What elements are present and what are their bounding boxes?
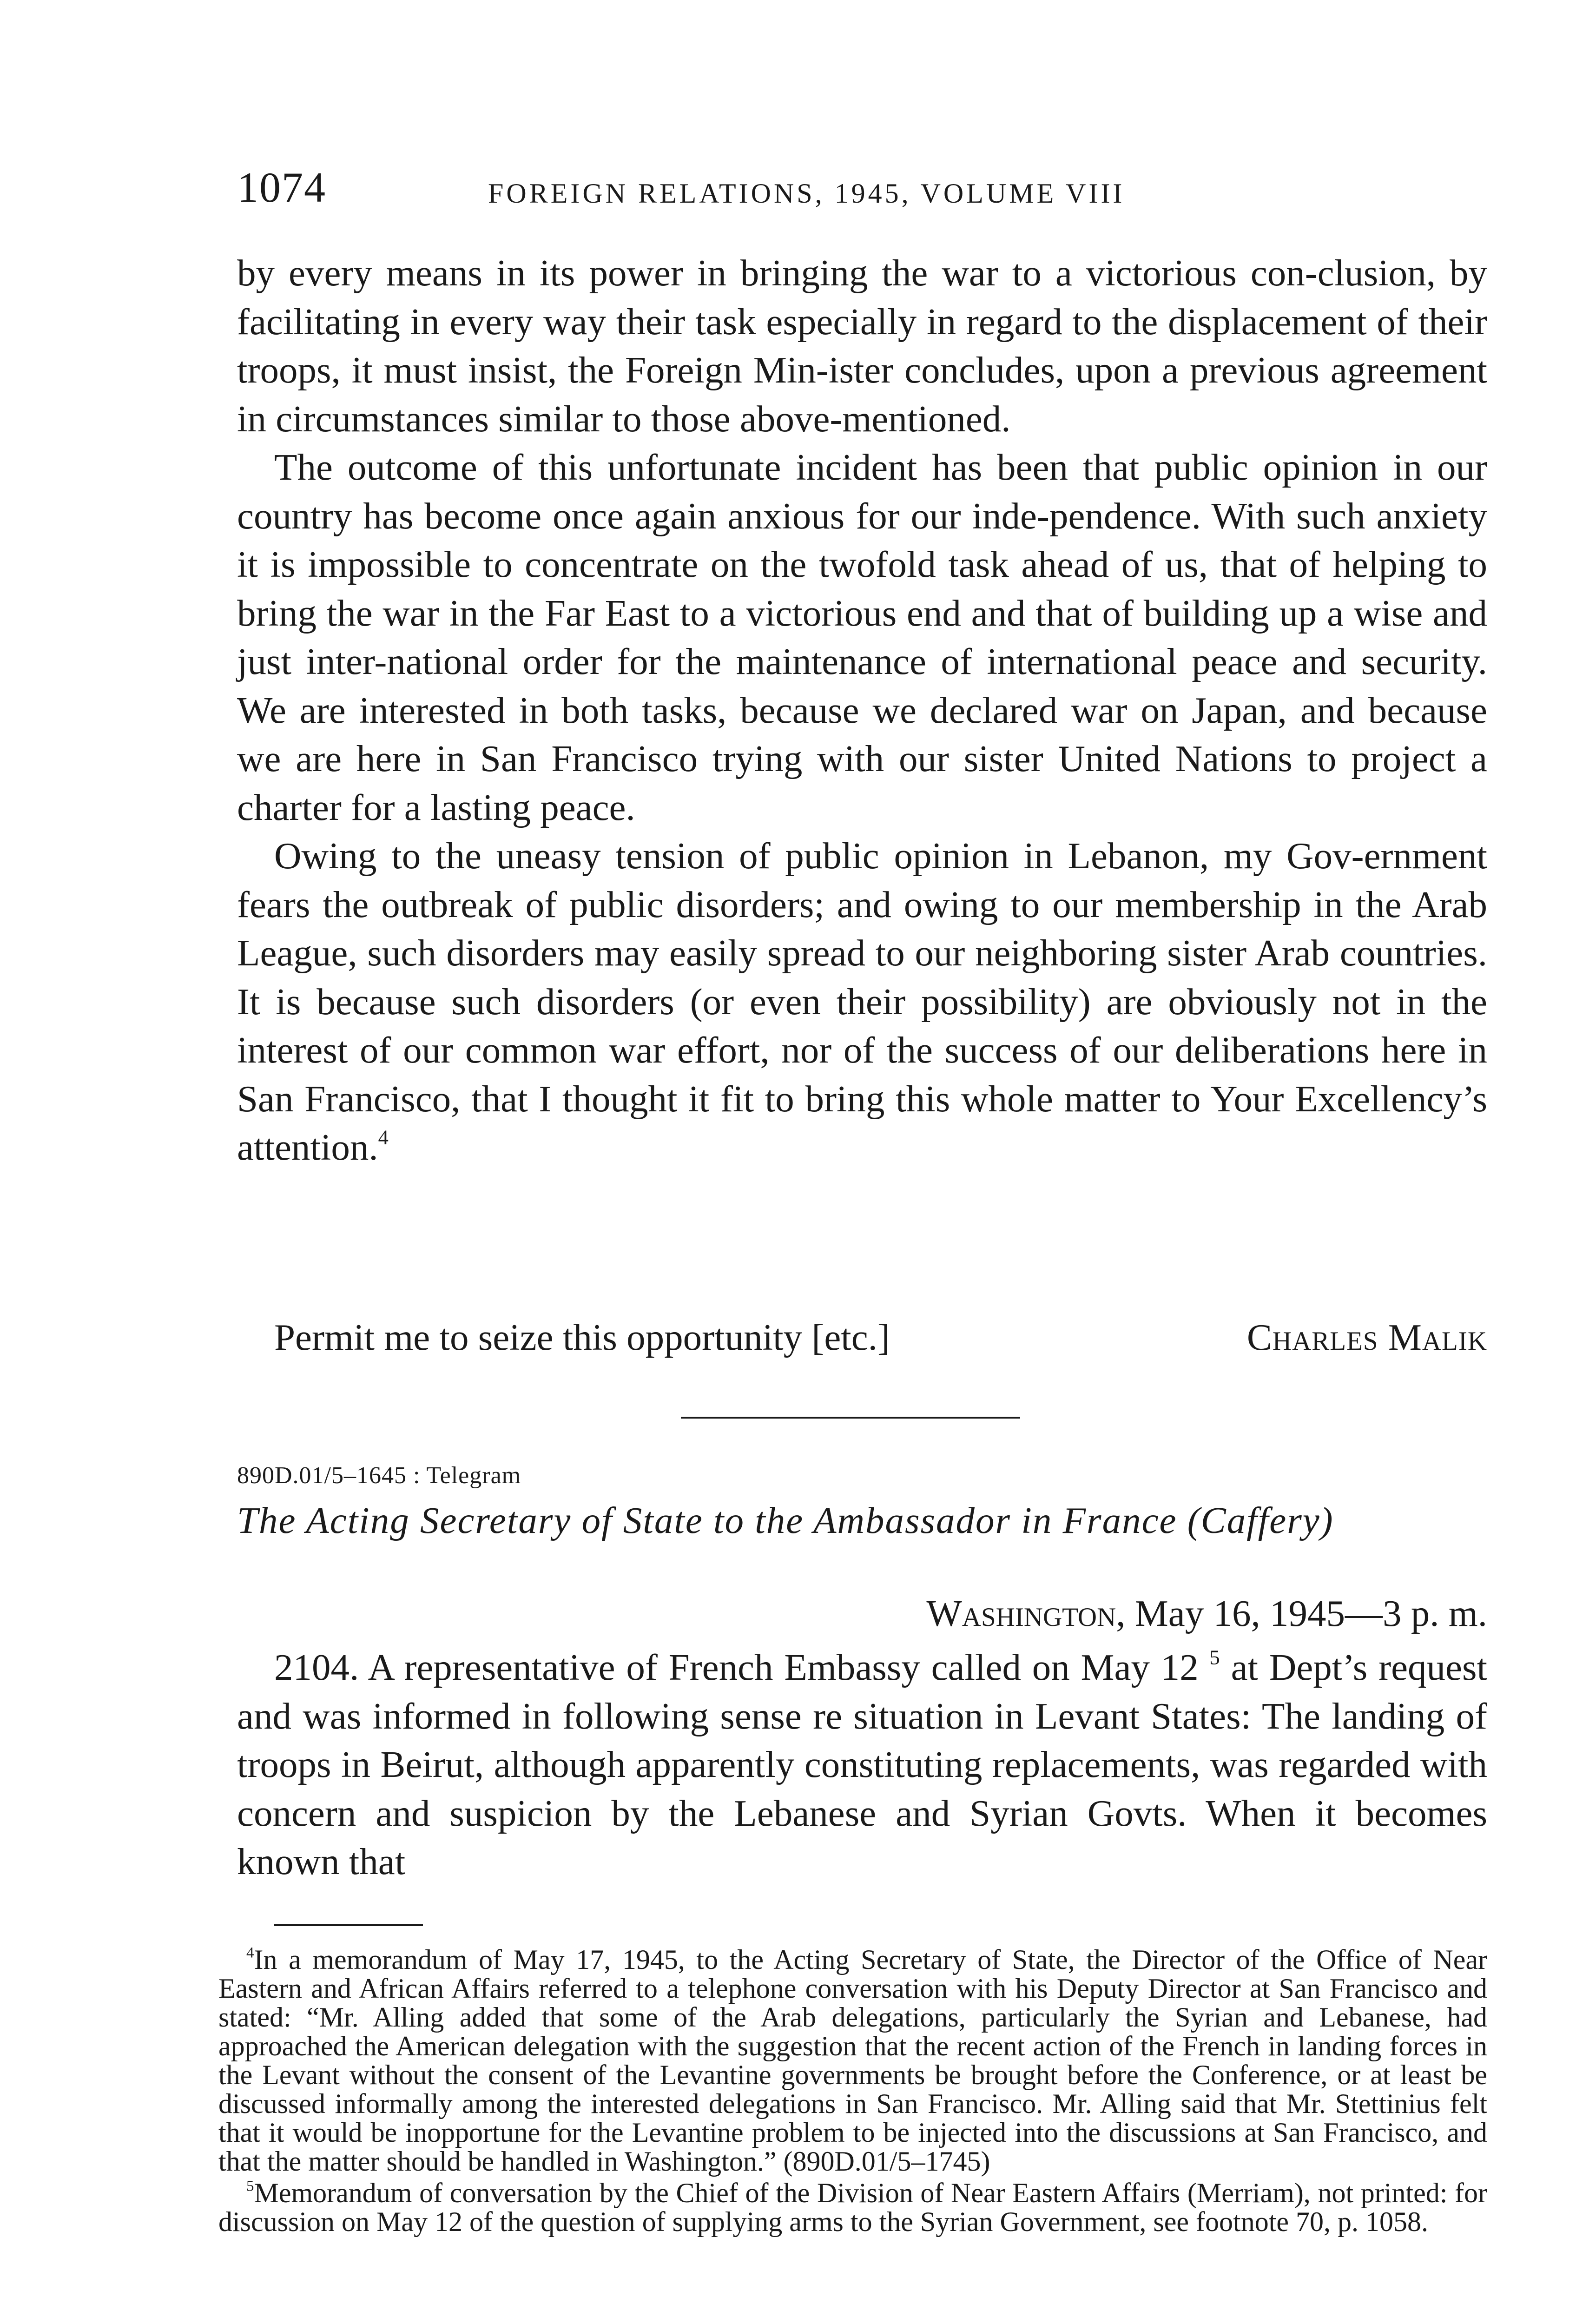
dateline-place: Washington, [926,1592,1126,1634]
footnote-mark-4: 4 [378,1125,389,1149]
letter-paragraph-3 [237,832,1487,1172]
dateline [926,1592,1487,1635]
letter-paragraph-1: by every means in its power in bringing the war to a victorious con-clusion, by facilitating in every way their task especially in regard to the displacement of their troops, it must insist, the Foreign Min-ister concludes, upon a previous agreement in circumstances similar to those above-mentioned. [237,252,1487,440]
file-reference: 890D.01/5–1645 : Telegram [237,1462,521,1489]
footnote-mark-5: 5 [1209,1645,1220,1669]
letter-body [237,249,1487,1172]
footnote-5-text: Memorandum of conversation by the Chief of the Division of Near Eastern Affairs (Merriam), not printed: for discussion on May 12 of the question of supplying arms to the Syrian Government, see footnote 70, p. 1058. [218,2178,1487,2237]
footnotes [218,1945,1487,2239]
running-head: FOREIGN RELATIONS, 1945, VOLUME VIII [488,178,1125,209]
letter-paragraph-2: The outcome of this unfortunate incident has been that public opinion in our country has become once again anxious for our inde-pendence. With such anxiety it is impossible to concentrate on the twofold task ahead of us, that of helping to bring the war in the Far East to a victorious end and that of building up a wise and just inter-national order for the maintenance of international peace and security. We are interested in both tasks, because we declared war on Japan, and because we are here in San Francisco trying with our sister United Nations to project a charter for a lasting peace. [237,446,1487,828]
page-header [237,163,1492,218]
telegram-paragraph-start: 2104. A representative of French Embassy called on May 12 [274,1646,1199,1688]
footnote-4 [218,1945,1487,2176]
footnote-rule [274,1924,423,1926]
document-title: The Acting Secretary of State to the Ambassador in France (Caffery) [237,1499,1334,1541]
dateline-date: May 16, 1945—3 p. m. [1125,1592,1487,1634]
section-divider [681,1417,1020,1419]
signature: Charles Malik [1246,1316,1487,1358]
page-number: 1074 [237,164,326,211]
letter-paragraph-3-text: Owing to the uneasy tension of public opinion in Lebanon, my Gov-ernment fears the outbreak of public disorders; and owing to our membership in the Arab League, such disorders may easily spread to our neighboring sister Arab countries. It is because such disorders (or even their possibility) are obviously not in the interest of our common war effort, nor of the success of our deliberations here in San Francisco, that I thought it fit to bring this whole matter to Your Excellency’s attention. [237,835,1487,1168]
footnote-5-mark: 5 [246,2178,254,2195]
letter-closing [274,1313,1487,1362]
telegram-paragraph-rest: at Dept’s request and was informed in following sense re situation in Levant States: The landing of troops in Beirut, although apparently constituting replacements, was regarded with concern and suspicion by the Lebanese and Syrian Govts. When it becomes known that [237,1646,1487,1882]
closing-line: Permit me to seize this opportunity [etc.] [274,1316,890,1358]
telegram-paragraph [237,1643,1487,1886]
telegram-body [237,1643,1487,1886]
footnote-4-mark: 4 [246,1944,254,1961]
footnote-5 [218,2179,1487,2236]
footnote-4-text: In a memorandum of May 17, 1945, to the Acting Secretary of State, the Director of the Office of Near Eastern and African Affairs referred to a telephone conversation with his Deputy Director at San Francisco and stated: “Mr. Alling added that some of the Arab delegations, particularly the Syrian and Lebanese, had approached the American delegation with the suggestion that the recent action of the French in landing forces in the Levant without the consent of the Levantine governments be brought before the Conference, or at least be discussed informally among the interested delegations in San Francisco. Mr. Alling said that Mr. Stettinius felt that it would be inopportune for the Levantine problem to be injected into the discussions at San Francisco, and that the matter should be handled in Washington.” (890D.01/5–1745) [218,1944,1487,2177]
